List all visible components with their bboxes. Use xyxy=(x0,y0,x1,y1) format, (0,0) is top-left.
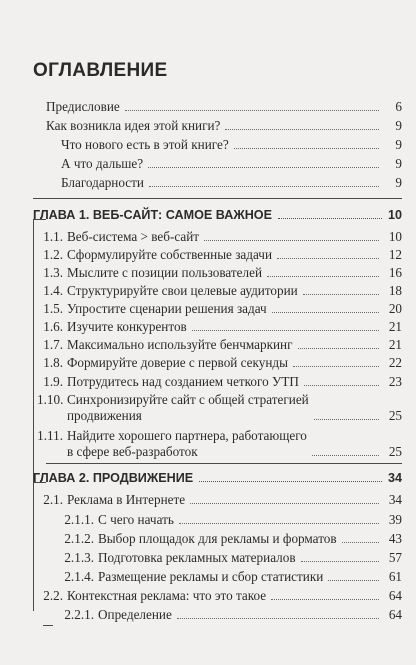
entry-label-line-1: Найдите хорошего партнера, работающего xyxy=(67,428,307,443)
toc-entry-preface[interactable] xyxy=(46,99,402,115)
chapter-bracket-bottom xyxy=(43,625,53,626)
entry-label: Потрудитесь над созданием четкого УТП xyxy=(67,374,299,389)
entry-page: 34 xyxy=(388,492,402,507)
toc-entry-2-2-1[interactable] xyxy=(58,607,402,623)
entry-label: Изучите конкурентов xyxy=(67,319,187,334)
dot-leader xyxy=(303,294,379,295)
entry-page: 9 xyxy=(395,118,402,133)
entry-page: 21 xyxy=(388,337,402,352)
entry-label: Формируйте доверие с первой секунды xyxy=(67,355,288,370)
dot-leader xyxy=(177,618,379,619)
dot-leader xyxy=(192,330,379,331)
dot-leader xyxy=(267,276,379,277)
entry-number: 1.9. xyxy=(43,374,63,389)
dot-leader xyxy=(125,110,379,111)
toc-entry-1-6[interactable] xyxy=(43,319,402,335)
section-divider xyxy=(46,463,402,464)
entry-page: 6 xyxy=(395,99,402,114)
entry-label-line-2: в сфере веб-разработок xyxy=(67,444,198,459)
entry-label: Размещение рекламы и сбор статистики xyxy=(98,569,324,584)
entry-label xyxy=(67,392,309,424)
entry-page: 12 xyxy=(388,247,402,262)
entry-number: 1.2. xyxy=(43,247,63,262)
entry-page: 21 xyxy=(388,319,402,334)
toc-entry-2-2[interactable] xyxy=(37,588,402,604)
dot-leader xyxy=(298,348,379,349)
entry-label: Предисловие xyxy=(46,99,120,114)
entry-page: 23 xyxy=(388,374,402,389)
toc-entry-whats-next[interactable] xyxy=(61,156,402,172)
chapter-title: ГЛАВА 2. ПРОДВИЖЕНИЕ xyxy=(33,471,194,485)
entry-page: 43 xyxy=(388,531,402,546)
toc-entry-1-9[interactable] xyxy=(43,374,402,390)
entry-label: Что нового есть в этой книге? xyxy=(61,137,229,152)
entry-page: 39 xyxy=(388,512,402,527)
toc-entry-1-8[interactable] xyxy=(43,355,402,371)
dot-leader xyxy=(312,455,379,456)
entry-label: Выбор площадок для рекламы и форматов xyxy=(98,531,337,546)
entry-label: Мыслите с позиции пользователей xyxy=(67,265,262,280)
entry-page: 64 xyxy=(388,588,402,603)
toc-entry-2-1-3[interactable] xyxy=(58,550,402,566)
toc-entry-idea[interactable] xyxy=(46,118,402,134)
entry-label: Реклама в Интернете xyxy=(67,492,186,507)
chapter-page: 34 xyxy=(387,471,402,485)
entry-number: 1.3. xyxy=(43,265,63,280)
dot-leader xyxy=(277,258,379,259)
dot-leader xyxy=(278,218,382,219)
entry-number: 2.1. xyxy=(43,492,63,507)
toc-entry-whats-new[interactable] xyxy=(61,137,402,153)
toc-entry-1-4[interactable] xyxy=(43,283,402,299)
entry-number: 1.4. xyxy=(43,283,63,298)
chapter-page: 10 xyxy=(387,208,402,222)
toc-entry-1-10[interactable] xyxy=(37,392,402,424)
entry-label: Сформулируйте собственные задачи xyxy=(67,247,272,262)
entry-label: А что дальше? xyxy=(61,156,144,171)
toc-entry-thanks[interactable] xyxy=(61,175,402,191)
entry-page: 16 xyxy=(388,265,402,280)
chapter-bracket-top xyxy=(33,219,46,220)
dot-leader xyxy=(190,503,379,504)
toc-entry-2-1-4[interactable] xyxy=(58,569,402,585)
entry-label: Благодарности xyxy=(61,175,144,190)
entry-page: 25 xyxy=(388,444,402,459)
entry-page: 9 xyxy=(395,137,402,152)
dot-leader xyxy=(304,385,379,386)
dot-leader xyxy=(199,481,382,482)
entry-page: 61 xyxy=(388,569,402,584)
toc-entry-1-3[interactable] xyxy=(43,265,402,281)
dot-leader xyxy=(179,523,379,524)
entry-number: 2.1.2. xyxy=(64,531,94,546)
entry-label xyxy=(67,428,307,460)
entry-page: 10 xyxy=(388,229,402,244)
entry-label: Максимально используйте бенчмаркинг xyxy=(67,337,293,352)
entry-label: Веб-система > веб-сайт xyxy=(67,229,200,244)
toc-entry-2-1[interactable] xyxy=(37,492,402,508)
entry-number: 2.2.1. xyxy=(64,607,94,622)
entry-number: 1.10. xyxy=(37,392,64,407)
entry-page: 18 xyxy=(388,283,402,298)
entry-page: 9 xyxy=(395,156,402,171)
entry-number: 2.1.4. xyxy=(64,569,94,584)
entry-number: 2.2. xyxy=(43,588,63,603)
entry-number: 1.7. xyxy=(43,337,63,352)
toc-entry-1-2[interactable] xyxy=(43,247,402,263)
entry-number: 1.1. xyxy=(43,229,63,244)
chapter-title: ГЛАВА 1. ВЕБ-САЙТ: САМОЕ ВАЖНОЕ xyxy=(33,208,273,222)
entry-number: 2.1.1. xyxy=(64,512,94,527)
chapter-bracket-vertical xyxy=(33,219,34,611)
entry-number: 1.6. xyxy=(43,319,63,334)
dot-leader xyxy=(204,240,379,241)
dot-leader xyxy=(293,366,379,367)
section-divider xyxy=(33,198,402,199)
entry-number: 1.5. xyxy=(43,301,63,316)
entry-label-line-1: Синхронизируйте сайт с общей стратегией xyxy=(67,392,309,407)
dot-leader xyxy=(301,561,379,562)
entry-page: 22 xyxy=(388,355,402,370)
entry-label: Структурируйте свои целевые аудитории xyxy=(67,283,298,298)
entry-label: Упростите сценарии решения задач xyxy=(67,301,267,316)
dot-leader xyxy=(271,599,379,600)
toc-entry-2-1-2[interactable] xyxy=(58,531,402,547)
entry-label: Определение xyxy=(98,607,172,622)
dot-leader xyxy=(314,419,379,420)
toc-entry-2-1-1[interactable] xyxy=(58,512,402,528)
dot-leader xyxy=(234,148,379,149)
chapter-1-heading[interactable] xyxy=(33,207,402,223)
entry-page: 25 xyxy=(388,408,402,423)
entry-page: 57 xyxy=(388,550,402,565)
toc-entry-1-7[interactable] xyxy=(43,337,402,353)
page-title: ОГЛАВЛЕНИЕ xyxy=(33,60,168,81)
dot-leader xyxy=(272,312,379,313)
toc-entry-1-11[interactable] xyxy=(37,428,402,460)
dot-leader xyxy=(328,580,379,581)
entry-page: 9 xyxy=(395,175,402,190)
chapter-bracket-top xyxy=(33,482,46,483)
entry-number: 1.11. xyxy=(37,428,63,443)
entry-label: С чего начать xyxy=(98,512,174,527)
dot-leader xyxy=(149,186,379,187)
dot-leader xyxy=(148,167,379,168)
dot-leader xyxy=(342,542,379,543)
entry-page: 20 xyxy=(388,301,402,316)
entry-number: 1.8. xyxy=(43,355,63,370)
entry-label: Подготовка рекламных материалов xyxy=(98,550,296,565)
entry-label: Как возникла идея этой книги? xyxy=(46,118,221,133)
toc-entry-1-1[interactable] xyxy=(43,229,402,245)
entry-page: 64 xyxy=(388,607,402,622)
dot-leader xyxy=(225,129,379,130)
chapter-2-heading[interactable] xyxy=(33,470,402,486)
entry-label: Контекстная реклама: что это такое xyxy=(67,588,267,603)
entry-label-line-2: продвижения xyxy=(67,408,142,423)
entry-number: 2.1.3. xyxy=(64,550,94,565)
toc-entry-1-5[interactable] xyxy=(43,301,402,317)
